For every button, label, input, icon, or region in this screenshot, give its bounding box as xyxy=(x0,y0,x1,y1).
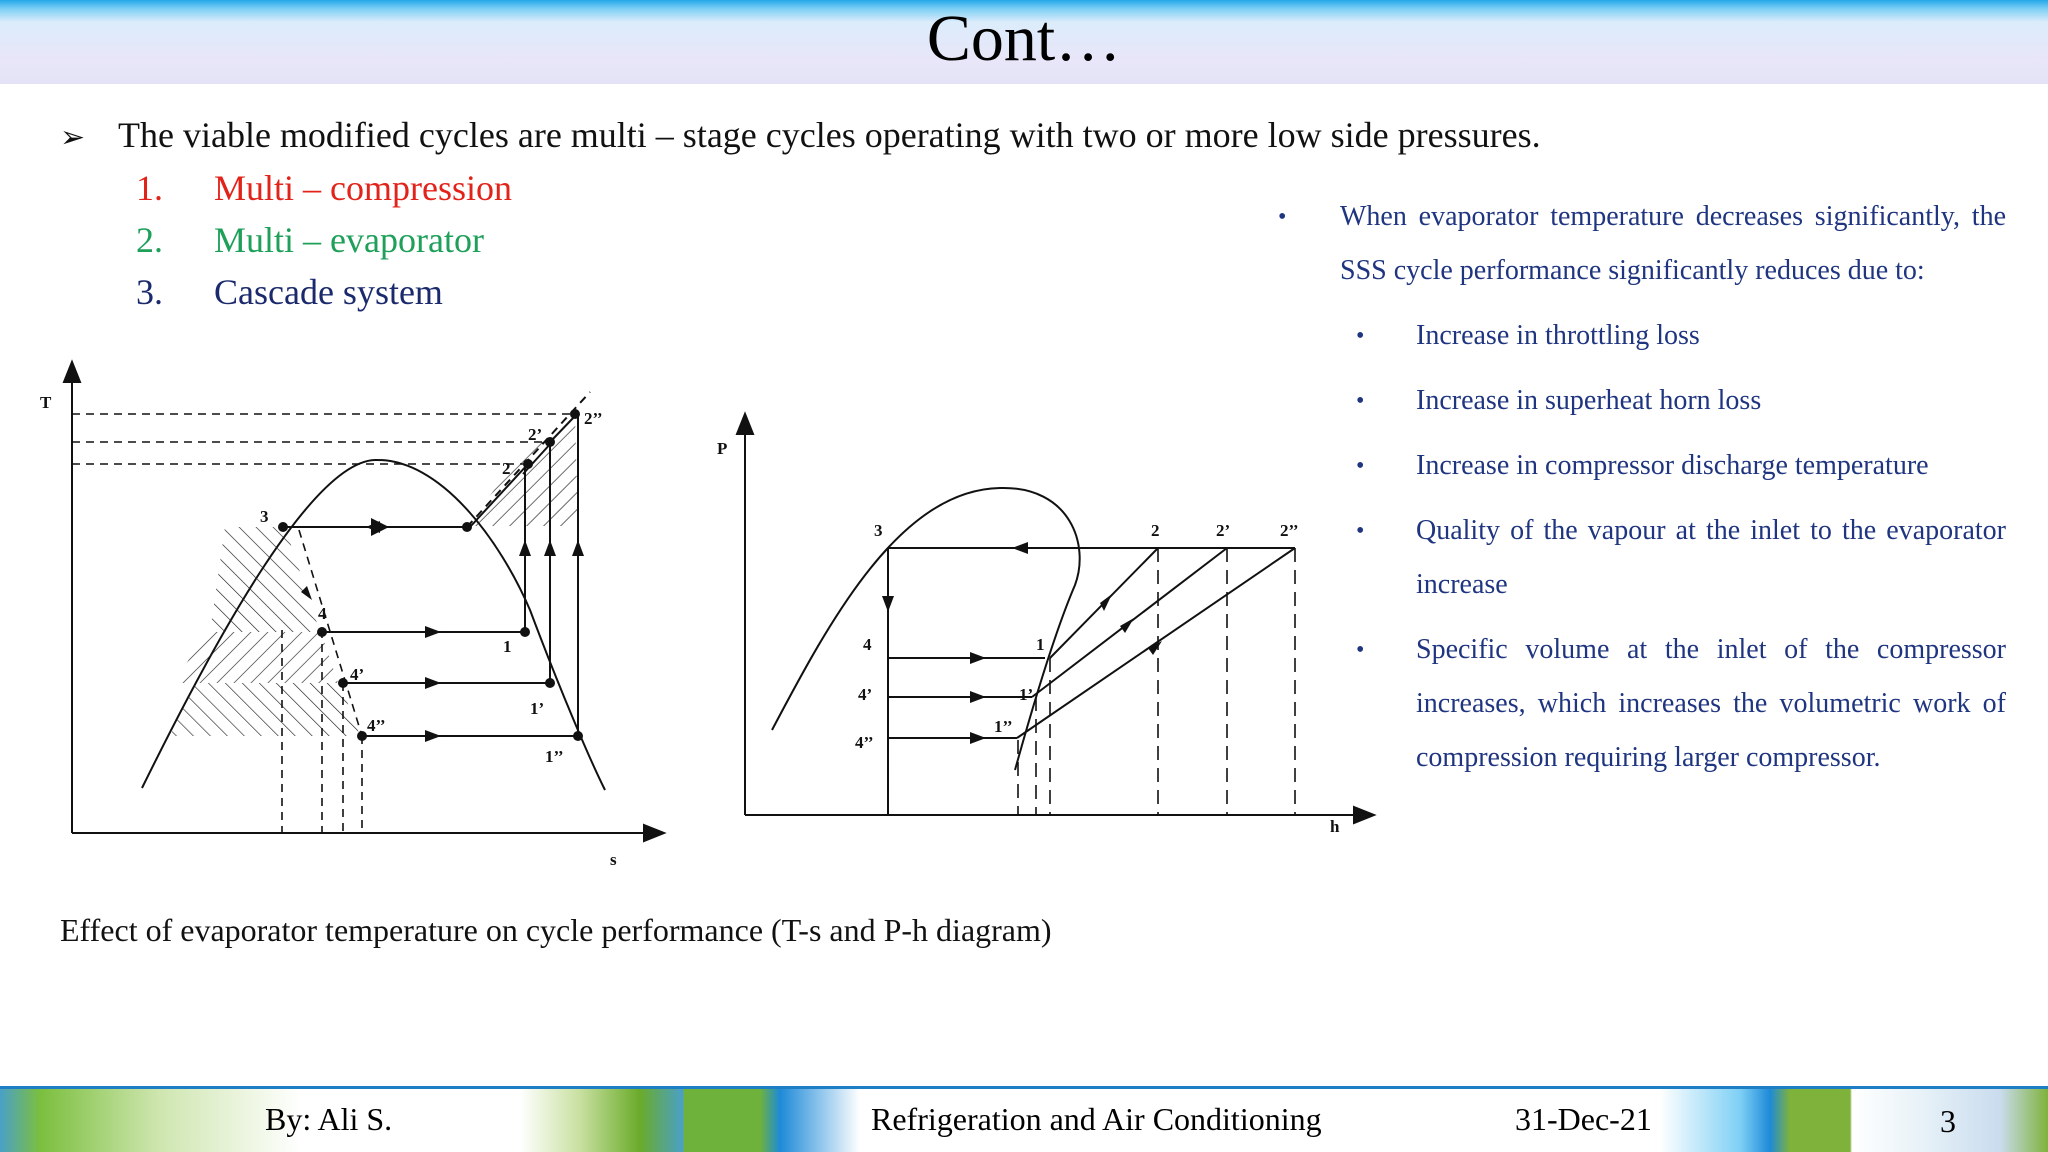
list-item xyxy=(136,162,512,214)
list-item xyxy=(136,266,512,318)
bullet-icon: • xyxy=(1356,323,1365,349)
ph-point-label: 1 xyxy=(1036,635,1045,654)
ts-point-label: 1’’ xyxy=(545,747,564,766)
page-number: 3 xyxy=(1940,1103,1956,1139)
cycle-list xyxy=(136,162,512,318)
ts-diagram xyxy=(0,340,700,880)
intro-text: The viable modified cycles are multi – stage cycles operating with two or more low side pressures. xyxy=(118,115,1541,155)
main-bullet-text: When evaporator temperature decreases significantly, the SSS cycle performance significantly reduces due to: xyxy=(1340,201,2006,286)
sub-bullet-text: Increase in compressor discharge temperature xyxy=(1416,450,1929,481)
ph-point-label: 1’’ xyxy=(994,717,1013,736)
sub-bullet-text: Quality of the vapour at the inlet to the evaporator increase xyxy=(1416,515,2006,600)
list-item-label: Multi – compression xyxy=(214,168,512,208)
ph-point-label: 3 xyxy=(874,521,883,540)
ts-point-label: 4’ xyxy=(350,665,365,684)
ts-point-label: 4 xyxy=(318,604,327,623)
bullet-icon: • xyxy=(1356,637,1365,663)
ts-point-label: 1’ xyxy=(530,699,545,718)
ph-axis-x-label: h xyxy=(1330,817,1340,836)
ts-point-label: 4’’ xyxy=(367,716,386,735)
slide-title: Cont… xyxy=(926,2,1122,75)
ts-point-label: 3 xyxy=(260,507,269,526)
footer-course: Refrigeration and Air Conditioning xyxy=(871,1101,1322,1137)
sub-bullet-text: Increase in throttling loss xyxy=(1416,320,1700,351)
ph-point-label: 4’’ xyxy=(855,733,874,752)
list-item-label: Cascade system xyxy=(214,272,443,312)
bullet-icon: • xyxy=(1278,204,1287,230)
ph-point-label: 2’’ xyxy=(1280,521,1299,540)
main-bullet xyxy=(1278,190,2006,298)
sub-bullet-text: Specific volume at the inlet of the compressor increases, which increases the volumetric work of compression requiring larger compressor. xyxy=(1416,634,2006,773)
ph-diagram xyxy=(700,400,1390,840)
bullet-icon: • xyxy=(1356,388,1365,414)
arrow-bullet-icon: ➢ xyxy=(60,121,86,154)
list-item xyxy=(136,214,512,266)
ph-point-label: 2’ xyxy=(1216,521,1231,540)
ts-point-label: 2 xyxy=(502,459,511,478)
footer-author: By: Ali S. xyxy=(265,1101,393,1137)
bullet-icon: • xyxy=(1356,518,1365,544)
page-number-box xyxy=(1852,1089,2048,1152)
slide-footer xyxy=(0,1086,2048,1152)
list-item-number: 1. xyxy=(136,168,163,208)
ts-axis-y-label: T xyxy=(40,393,52,412)
intro-line xyxy=(60,114,1541,156)
list-item-number: 3. xyxy=(136,272,163,312)
ts-point-label: 2’’ xyxy=(584,409,603,428)
ph-point-label: 2 xyxy=(1151,521,1160,540)
list-item-number: 2. xyxy=(136,220,163,260)
ph-point-label: 1’ xyxy=(1019,685,1034,704)
ph-point-label: 4’ xyxy=(858,685,873,704)
ts-point-label: 1 xyxy=(503,637,512,656)
ph-point-label: 4 xyxy=(863,635,872,654)
ph-axis-y-label: P xyxy=(717,439,728,458)
footer-date: 31-Dec-21 xyxy=(1515,1101,1652,1137)
ts-point-label: 2’ xyxy=(528,425,543,444)
bullet-icon: • xyxy=(1356,453,1365,479)
list-item-label: Multi – evaporator xyxy=(214,220,484,260)
ts-axis-x-label: s xyxy=(610,850,617,869)
figure-caption: Effect of evaporator temperature on cycle performance (T-s and P-h diagram) xyxy=(60,912,1052,948)
sub-bullet xyxy=(1278,309,2006,363)
sub-bullet-text: Increase in superheat horn loss xyxy=(1416,385,1762,416)
